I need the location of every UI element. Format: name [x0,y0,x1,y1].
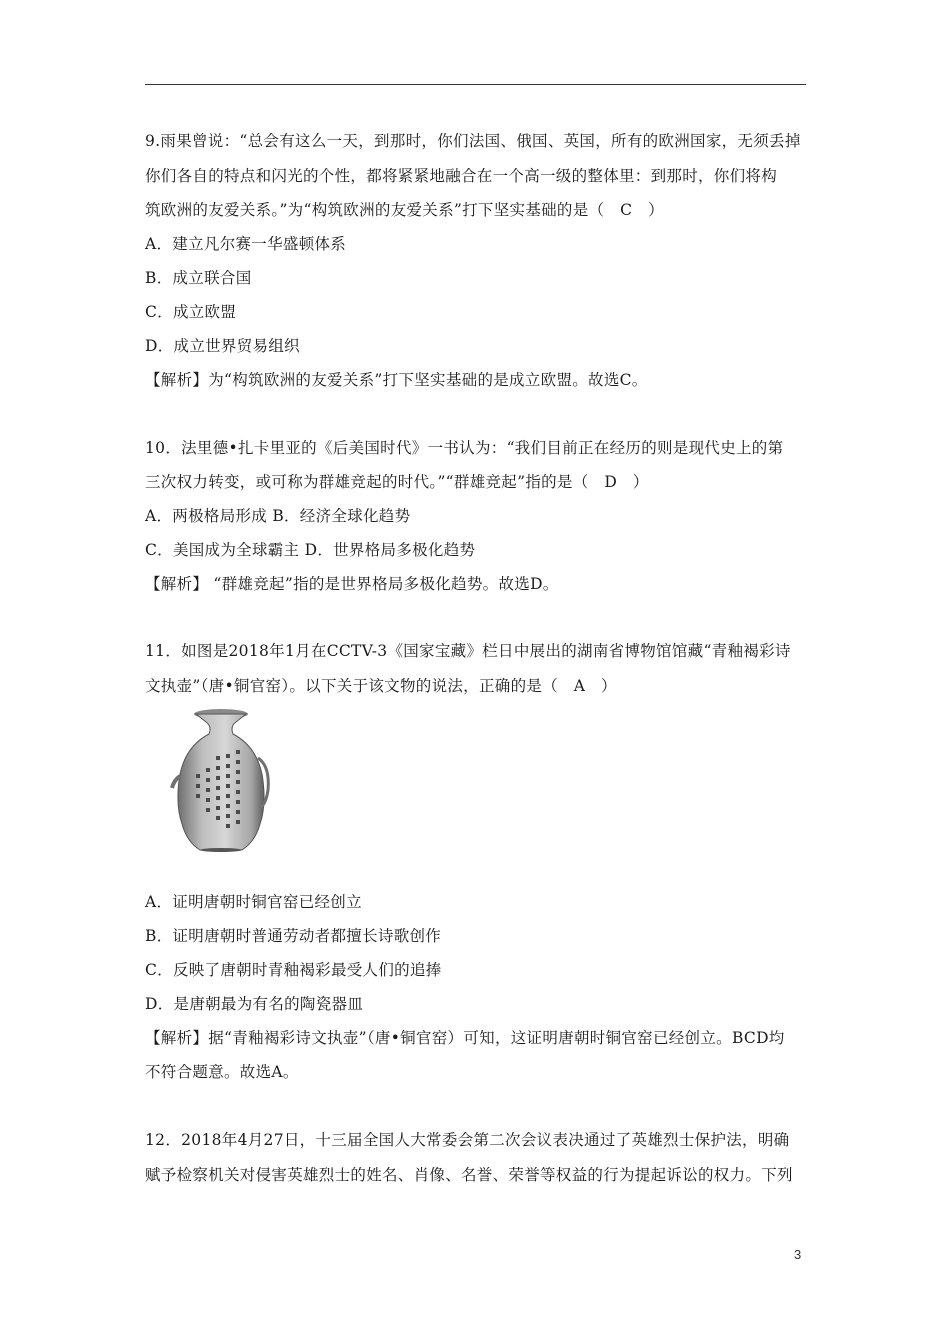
q12-stem-line-1: 12．2018年4月27日，十三届全国人大常委会第二次会议表决通过了英雄烈士保护法，明确 [145,1131,790,1149]
q12-stem-line-2: 赋予检察机关对侵害英雄烈士的姓名、肖像、名誉、荣誉等权益的行为提起诉讼的权力。下列 [145,1166,793,1184]
q9-option-d: D．成立世界贸易组织 [145,337,300,355]
q9-option-c: C．成立欧盟 [145,303,237,321]
header-rule [145,84,806,85]
q11-stem-line-2: 文执壶”（唐•铜官窑）。以下关于该文物的说法，正确的是（ A ） [145,677,617,695]
q10-analysis: 【解析】 “群雄竞起”指的是世界格局多极化趋势。故选D。 [145,575,559,593]
q10-options-ab: A．两极格局形成 B．经济全球化趋势 [145,507,411,525]
q11-analysis-line-2: 不符合题意。故选A。 [145,1063,299,1081]
q10-stem-line-2: 三次权力转变，或可称为群雄竞起的时代。”“群雄竞起”指的是（ D ） [145,473,649,491]
q9-option-a: A．建立凡尔赛一华盛顿体系 [145,235,347,253]
q9-stem-line-2: 你们各自的特点和闪光的个性，都将紧紧地融合在一个高一级的整体里：到那时，你们将构 [145,167,778,185]
q11-option-b: B．证明唐朝时普通劳动者都擅长诗歌创作 [145,927,442,945]
q11-analysis-line-1: 【解析】据“青釉褐彩诗文执壶”（唐•铜官窑）可知，这证明唐朝时铜官窑已经创立。BCD均 [145,1029,785,1047]
q9-option-b: B．成立联合国 [145,269,252,287]
q11-option-a: A．证明唐朝时铜官窑已经创立 [145,893,362,911]
q10-stem-line-1: 10．法里德•扎卡里亚的《后美国时代》一书认为：“我们目前正在经历的则是现代史上的第 [145,439,784,457]
q9-analysis: 【解析】为“构筑欧洲的友爱关系”打下坚实基础的是成立欧盟。故选C。 [145,371,648,389]
q9-stem-line-1: 9.雨果曾说：“总会有这么一天，到那时，你们法国、俄国、英国，所有的欧洲国家，无须丢掉 [145,132,801,150]
page-number: 3 [794,1247,802,1262]
q11-stem-line-1: 11．如图是2018年1月在CCTV-3《国家宝藏》栏日中展出的湖南省博物馆馆藏“青釉褐彩诗 [145,642,791,660]
q9-stem-line-3: 筑欧洲的友爱关系。”为“构筑欧洲的友爱关系”打下坚实基础的是（ C ） [145,201,664,219]
q11-option-d: D．是唐朝最为有名的陶瓷器皿 [145,995,364,1013]
q11-option-c: C．反映了唐朝时青釉褐彩最受人们的追捧 [145,961,442,979]
ewer-photo [170,708,272,852]
q10-options-cd: C．美国成为全球霸主 D．世界格局多极化趋势 [145,541,476,559]
